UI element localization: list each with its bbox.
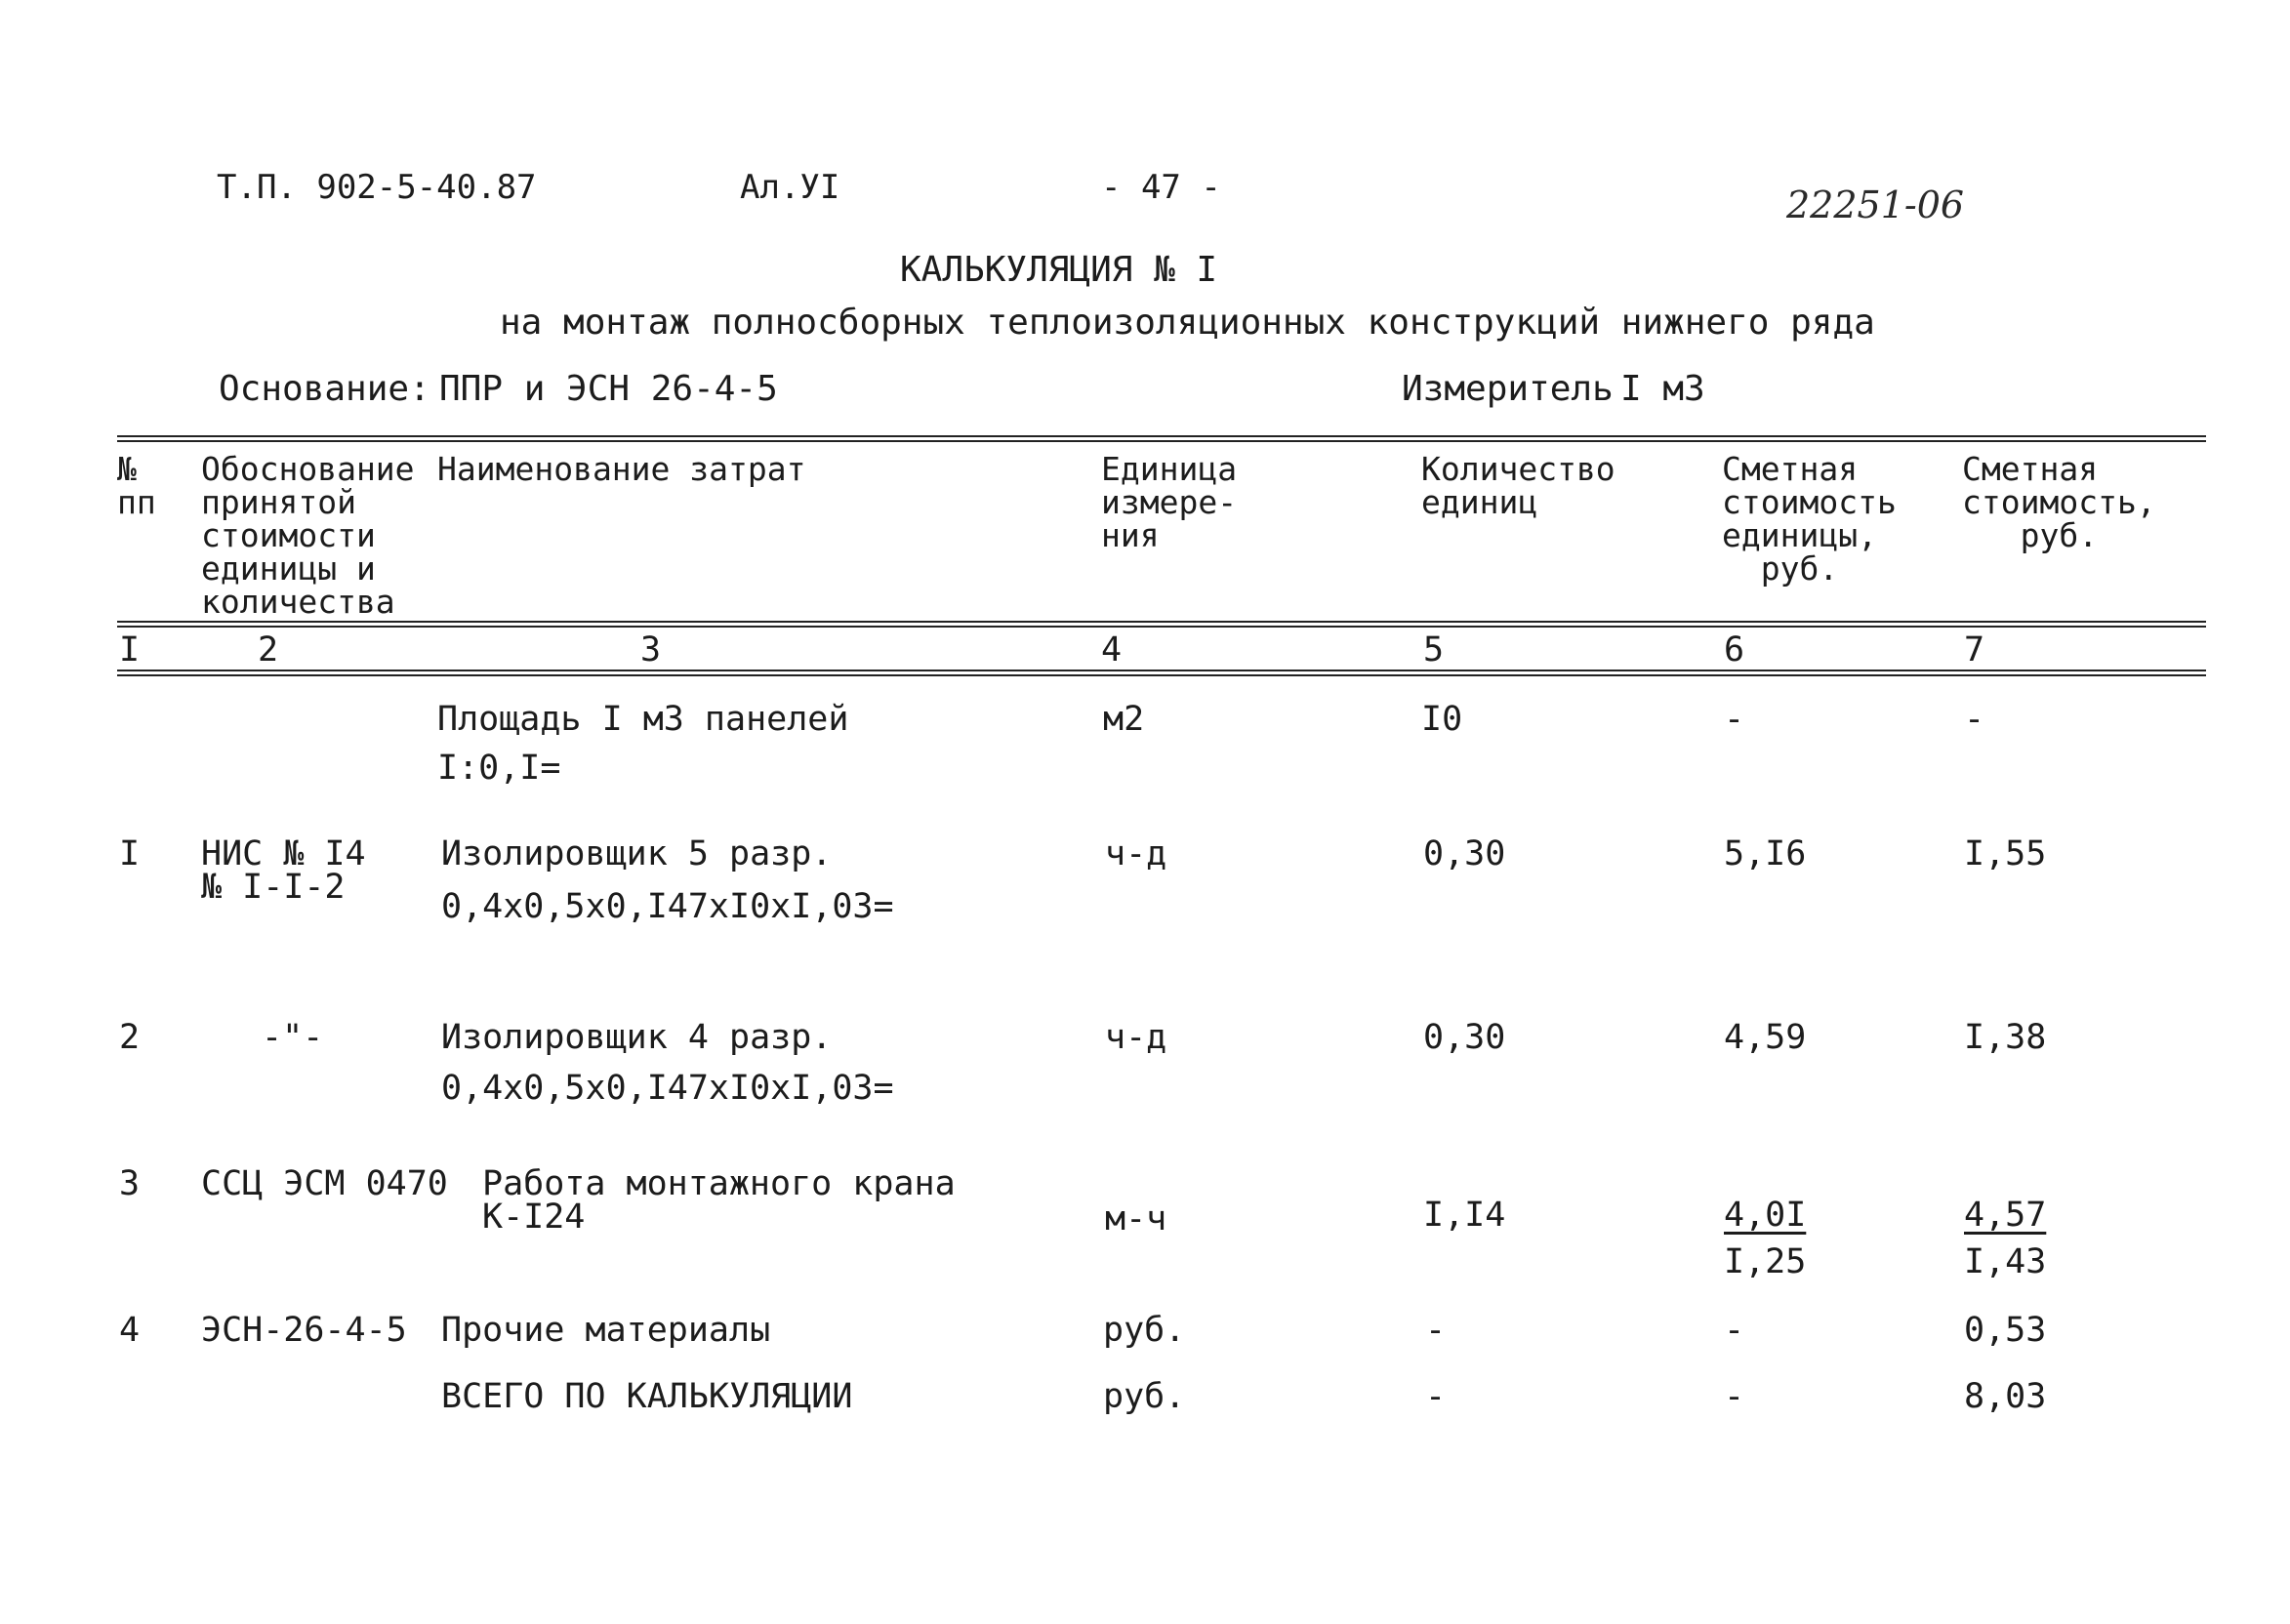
unit-cost: - [1724, 700, 1745, 739]
total-cost: 4,57 [1964, 1196, 2047, 1235]
quantity: - [1425, 1311, 1447, 1350]
unit-cost: - [1724, 1377, 1745, 1416]
basis-code-secondary: № I-I-2 [201, 868, 346, 907]
total-cost: - [1964, 700, 1985, 739]
total-cost: I,38 [1964, 1018, 2047, 1057]
unit: м-ч [1105, 1199, 1167, 1238]
quantity: 0,30 [1423, 834, 1506, 873]
unit-cost-secondary: I,25 [1724, 1242, 1807, 1281]
table-top-rule [117, 435, 2206, 442]
column-header-total-cost: Сметная стоимость, руб. [1962, 450, 2156, 554]
quantity: I0 [1421, 700, 1463, 739]
total-label: ВСЕГО ПО КАЛЬКУЛЯЦИИ [441, 1377, 853, 1416]
inventory-number: 22251-06 [1786, 183, 1965, 226]
row-number: 2 [119, 1018, 141, 1057]
row-number: I [119, 834, 141, 873]
calculation-subtitle: на монтаж полносборных теплоизоляционных конструкций нижнего ряда [500, 303, 1875, 343]
column-number: 7 [1964, 630, 1985, 670]
album-number: Ал.УI [740, 168, 840, 207]
cost-formula: I:0,I= [437, 749, 561, 788]
basis-label: Основание: [219, 369, 430, 409]
quantity: - [1425, 1377, 1447, 1416]
unit-cost: - [1724, 1311, 1745, 1350]
unit: руб. [1103, 1377, 1186, 1416]
cost-name: Изолировщик 5 разр. [441, 834, 833, 873]
basis-code: -"- [262, 1018, 324, 1057]
table-header-rule [117, 621, 2206, 628]
measure-label: Измеритель [1402, 369, 1614, 409]
cost-formula: 0,4х0,5х0,I47хI0хI,03= [441, 887, 894, 926]
unit: ч-д [1105, 834, 1167, 873]
column-header-name: Наименование затрат [437, 450, 806, 488]
total-cost: I,55 [1964, 834, 2047, 873]
column-number: 2 [258, 630, 279, 670]
total-cost-secondary: I,43 [1964, 1242, 2047, 1281]
cost-name: Изолировщик 4 разр. [441, 1018, 833, 1057]
cost-name: Работа монтажного крана [482, 1164, 956, 1203]
unit: м2 [1103, 700, 1145, 739]
basis-code: ССЦ ЭСМ 0470 [201, 1164, 448, 1203]
page-number: - 47 - [1101, 168, 1221, 207]
column-number: 6 [1724, 630, 1745, 670]
column-header-basis: Обоснование принятой стоимости единицы и количества [201, 450, 415, 621]
row-number: 4 [119, 1311, 141, 1350]
unit-cost: 5,I6 [1724, 834, 1807, 873]
column-number: 5 [1423, 630, 1445, 670]
row-number: 3 [119, 1164, 141, 1203]
column-number: I [119, 630, 141, 670]
basis-code: ЭСН-26-4-5 [201, 1311, 407, 1350]
cost-name: Прочие материалы [441, 1311, 771, 1350]
column-header-number: № пп [117, 450, 156, 521]
table-numbers-rule [117, 670, 2206, 676]
basis-value: ППР и ЭСН 26-4-5 [439, 369, 778, 409]
calculation-title: КАЛЬКУЛЯЦИЯ № I [900, 250, 1218, 290]
column-header-quantity: Количество единиц [1421, 450, 1615, 521]
unit: руб. [1103, 1311, 1186, 1350]
column-header-unit: Единица измере- ния [1101, 450, 1238, 554]
measure-value: I м3 [1620, 369, 1705, 409]
unit-cost: 4,0I [1724, 1196, 1807, 1235]
cost-formula: К-I24 [482, 1198, 586, 1237]
column-header-unit-cost: Сметная стоимость единицы, руб. [1722, 450, 1897, 588]
column-number: 3 [640, 630, 662, 670]
document-code: Т.П. 902-5-40.87 [217, 168, 537, 207]
unit: ч-д [1105, 1018, 1167, 1057]
unit-cost: 4,59 [1724, 1018, 1807, 1057]
basis-code: НИС № I4 [201, 834, 366, 873]
quantity: I,I4 [1423, 1196, 1506, 1235]
quantity: 0,30 [1423, 1018, 1506, 1057]
column-number: 4 [1101, 630, 1123, 670]
cost-formula: 0,4х0,5х0,I47хI0хI,03= [441, 1069, 894, 1108]
grand-total: 8,03 [1964, 1377, 2047, 1416]
total-cost: 0,53 [1964, 1311, 2047, 1350]
cost-name: Площадь I м3 панелей [437, 700, 849, 739]
